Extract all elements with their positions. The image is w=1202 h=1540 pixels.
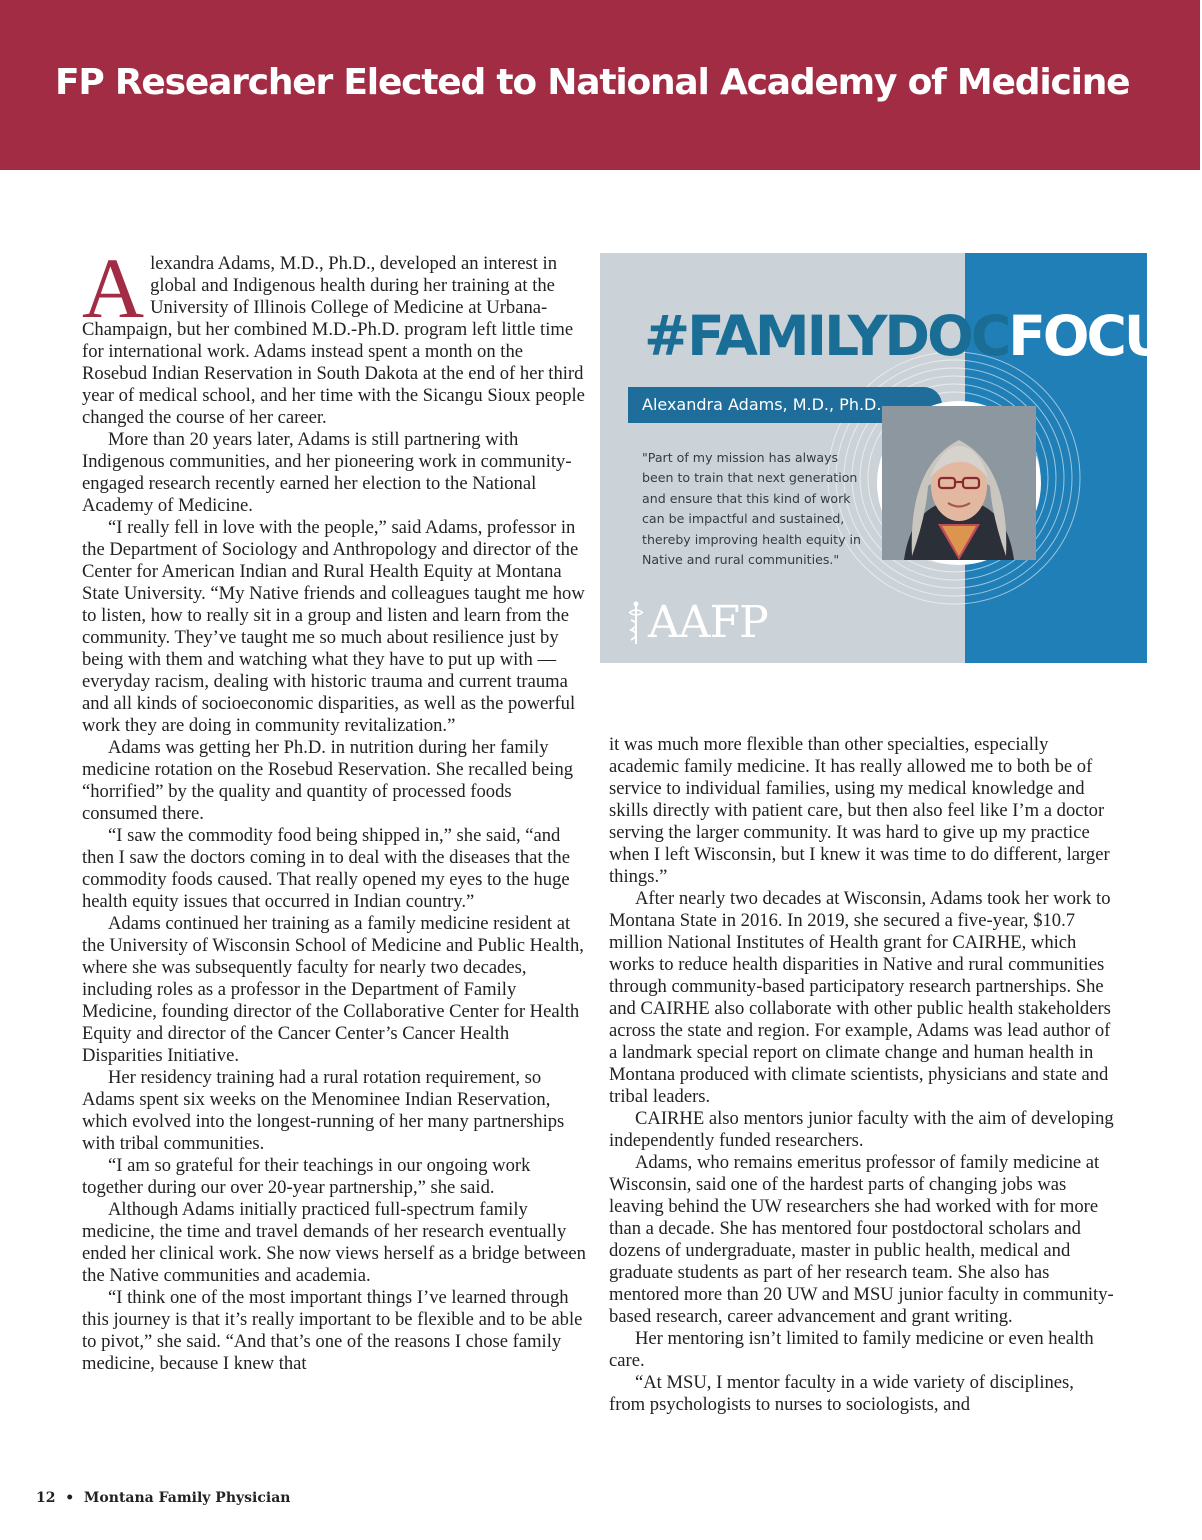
page-footer: 12 • Montana Family Physician xyxy=(36,1490,291,1506)
article-right-column xyxy=(609,734,1114,1416)
article-paragraph: More than 20 years later, Adams is still partnering with Indigenous communities, and her pioneering work in community-engaged research recently earned her election to the National Academy of Medicine. xyxy=(82,429,572,516)
article-paragraph: Her residency training had a rural rotation requirement, so Adams spent six weeks on the Menominee Indian Reservation, which evolved into the longest-running of her many partnerships with tribal communities. xyxy=(82,1067,565,1154)
pull-quote: "Part of my mission has always been to train that next generation and ensure that this kind of work can be impactful and sustained, thereby improving health equity in Native and rural communities." xyxy=(642,450,862,568)
article-paragraph: Her mentoring isn’t limited to family medicine or even health care. xyxy=(609,1328,1094,1371)
aafp-logo-text: AAFP xyxy=(648,597,768,648)
article-paragraph: “I saw the commodity food being shipped in,” she said, “and then I saw the doctors coming in to deal with the diseases that the commodity foods caused. That really opened my eyes to the huge health equity issues that occurred in Indian country.” xyxy=(82,825,570,912)
article-paragraph: Adams continued her training as a family medicine resident at the University of Wisconsin School of Medicine and Public Health, where she was subsequently faculty for nearly two decades, including roles as a professor in the Department of Family Medicine, founding director of the Collaborative Center for Health Equity and director of the Cancer Center’s Cancer Health Disparities Initiative. xyxy=(82,913,584,1066)
article-paragraph: it was much more flexible than other specialties, especially academic family medicine. It has really allowed me to both be of service to individual families, using my medical knowledge and skills directly with patient care, but then also feel like I’m a doctor serving the larger community. It was hard to give up my practice when I left Wisconsin, but I knew it was time to do different, larger things.” xyxy=(609,734,1110,887)
article-paragraph: Alexandra Adams, M.D., Ph.D., developed an interest in global and Indigenous health during her training at the University of Illinois College of Medicine at Urbana-Champaign, but her combined M.D.-Ph.D. program left little time for international work. Adams instead spent a month on the Rosebud Indian Reservation in South Dakota at the end of her third year of medical school, and her time with the Sicangu Sioux people changed the course of her career. xyxy=(82,240,585,428)
header-banner xyxy=(0,0,1200,170)
article-paragraph: “I am so grateful for their teachings in our ongoing work together during our over 20-year partnership,” she said. xyxy=(82,1155,531,1198)
familydoc-focus-image xyxy=(600,253,1202,663)
aafp-logo xyxy=(626,598,768,648)
portrait-illustration xyxy=(882,406,1036,560)
article-paragraph: Adams was getting her Ph.D. in nutrition during her family medicine rotation on the Rosebud Reservation. She recalled being “horrified” by the quality and quantity of processed foods consumed there. xyxy=(82,737,574,824)
hashtag-heading: #FAMILYDOCFOCUS xyxy=(644,304,1202,368)
article-paragraph: Adams, who remains emeritus professor of family medicine at Wisconsin, said one of the hardest parts of changing jobs was leaving behind the UW researchers she had worked with for more than a decade. She has mentored four postdoctoral scholars and dozens of undergraduate, master in public health, medical and graduate students as part of her research team. She also has mentored more than 20 UW and MSU junior faculty in community-based research, career advancement and grant writing. xyxy=(609,1152,1114,1327)
article-paragraph: After nearly two decades at Wisconsin, Adams took her work to Montana State in 2016. In 2019, she secured a five-year, $10.7 million National Institutes of Health grant for CAIRHE, which works to reduce health disparities in Native and rural communities through community-based participatory research partnerships. She and CAIRHE also collaborate with other public health stakeholders across the state and region. For example, Adams was lead author of a landmark special report on climate change and human health in Montana produced with climate scientists, physicians and state and tribal leaders. xyxy=(609,888,1111,1107)
article-paragraph: “I really fell in love with the people,” said Adams, professor in the Department of Sociology and Anthropology and director of the Center for American Indian and Rural Health Equity at Montana State University. “My Native friends and colleagues taught me how to listen, how to really sit in a group and listen and learn from the community. They’ve taught me so much about resilience just by being with them and watching what they have to put up with — everyday racism, dealing with historic trauma and current trauma and all kinds of socioeconomic disparities, as well as the powerful work they are doing in community revitalization.” xyxy=(82,517,585,736)
article-paragraph: Although Adams initially practiced full-spectrum family medicine, the time and travel demands of her research eventually ended her clinical work. She now views herself as a bridge between the Native communities and academia. xyxy=(82,1199,586,1286)
article-paragraph: CAIRHE also mentors junior faculty with the aim of developing independently funded researchers. xyxy=(609,1108,1114,1151)
article-left-column xyxy=(82,240,587,1375)
article-paragraph: “At MSU, I mentor faculty in a wide variety of disciplines, from psychologists to nurses to sociologists, and xyxy=(609,1372,1074,1415)
portrait-photo xyxy=(877,401,1041,565)
article-paragraph: “I think one of the most important things I’ve learned through this journey is that it’s really important to be flexible and to be able to pivot,” she said. “And that’s one of the reasons I chose family medicine, because I knew that xyxy=(82,1287,583,1374)
caduceus-icon xyxy=(626,600,646,646)
name-pill: Alexandra Adams, M.D., Ph.D. xyxy=(628,387,942,423)
page-title: FP Researcher Elected to National Academy of Medicine xyxy=(55,62,1130,103)
drop-cap: A xyxy=(82,240,145,336)
